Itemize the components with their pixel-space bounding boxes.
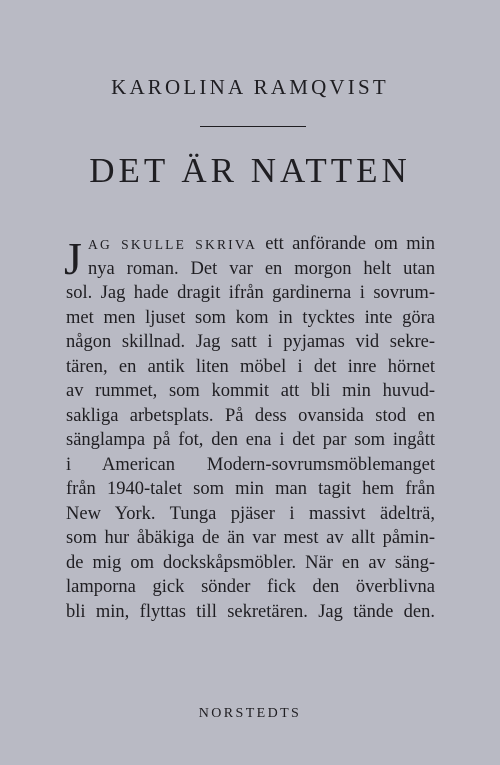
- excerpt-line: de mig om dockskåpsmöbler. När en av säng-: [66, 552, 435, 573]
- drop-cap: J: [64, 233, 82, 284]
- excerpt-line: från 1940-talet som min man tagit hem från: [66, 479, 435, 499]
- excerpt-line: någon skillnad. Jag satt i pyjamas vid sekre-: [66, 332, 435, 352]
- small-caps-opening: AG SKULLE SKRIVA: [88, 237, 258, 252]
- excerpt-line: i American Modern-sovrumsmöblemanget: [66, 454, 435, 475]
- excerpt-text: [66, 232, 435, 624]
- excerpt-line: tären, en antik liten möbel i det inre hörnet: [66, 356, 435, 377]
- excerpt-line: av rummet, som kommit att bli min huvud-: [66, 381, 435, 401]
- excerpt-line: New York. Tunga pjäser i massivt ädelträ,: [66, 503, 435, 524]
- title-divider: [200, 126, 306, 127]
- excerpt-line: sakliga arbetsplats. På dess ovansida stod en: [66, 405, 435, 426]
- excerpt-line: sänglampa på fot, den ena i det par som ingått: [66, 430, 435, 450]
- book-title: DET ÄR NATTEN: [89, 151, 411, 190]
- author-name: KAROLINA RAMQVIST: [111, 75, 389, 99]
- excerpt-line: [66, 232, 435, 257]
- excerpt-line: sol. Jag hade dragit ifrån gardinerna i sovrum-: [66, 283, 435, 303]
- excerpt-line: bli min, flyttas till sekretären. Jag tände den.: [66, 601, 435, 622]
- publisher-name: NORSTEDTS: [198, 706, 302, 721]
- excerpt-line: lamporna gick sönder fick den överblivna: [66, 577, 435, 597]
- excerpt-line-rest: ett anförande om min: [265, 234, 435, 254]
- excerpt-line: met men ljuset som kom in tycktes inte göra: [66, 307, 435, 328]
- excerpt-line: som hur åbäkiga de än var mest av allt påmin-: [66, 528, 435, 548]
- excerpt-line: nya roman. Det var en morgon helt utan: [88, 258, 435, 279]
